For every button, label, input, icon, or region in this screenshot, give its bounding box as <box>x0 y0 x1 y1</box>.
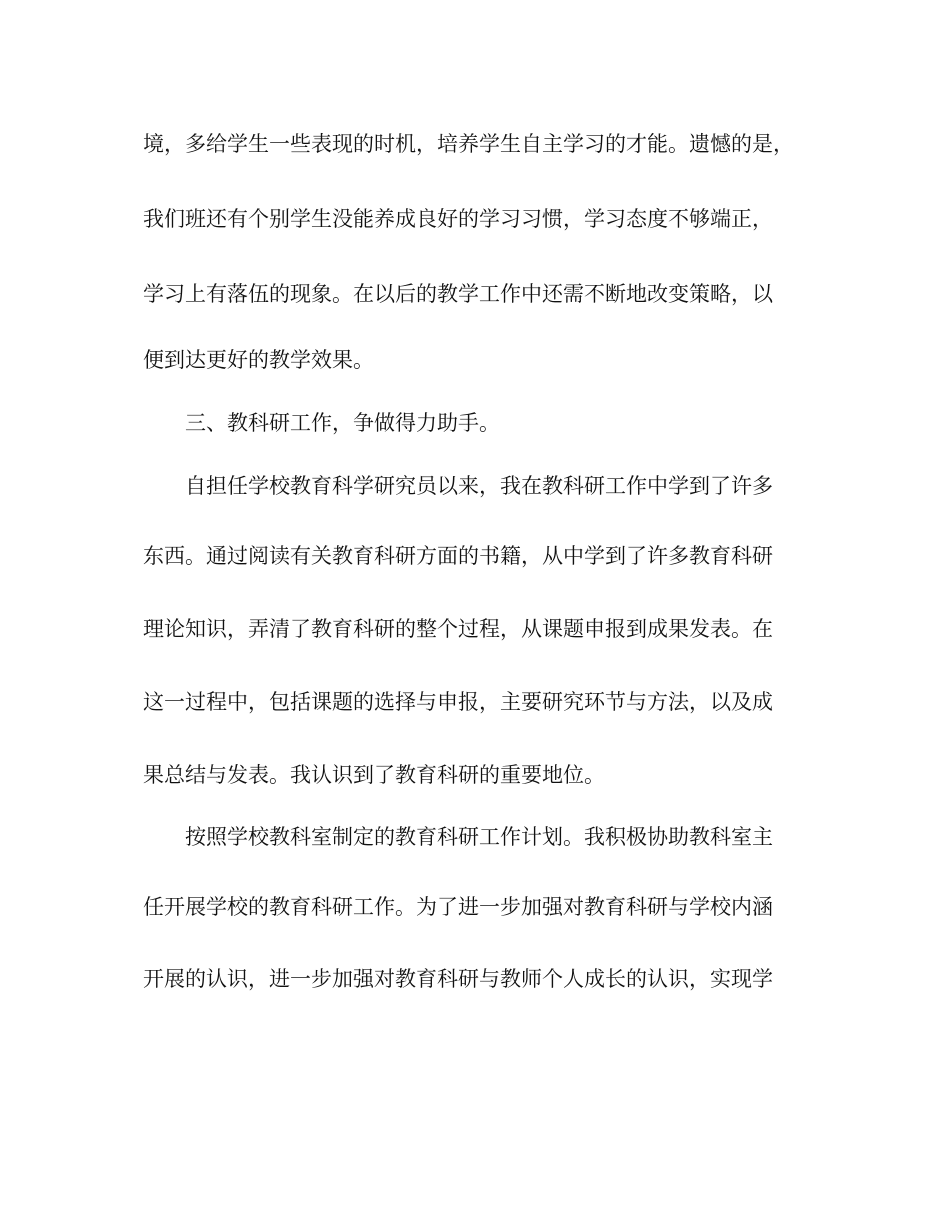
text-line: 这一过程中，包括课题的选择与申报，主要研究环节与方法，以及成 <box>143 690 773 714</box>
text-line: 理论知识，弄清了教育科研的整个过程，从课题申报到成果发表。在 <box>143 617 773 641</box>
text-line: 任开展学校的教育科研工作。为了进一步加强对教育科研与学校内涵 <box>143 895 773 919</box>
text-line: 按照学校教科室制定的教育科研工作计划。我积极协助教科室主 <box>185 825 773 849</box>
text-line: 学习上有落伍的现象。在以后的教学工作中还需不断地改变策略，以 <box>143 282 773 306</box>
section-heading: 三、教科研工作，争做得力助手。 <box>185 411 500 435</box>
text-line: 自担任学校教育科学研究员以来，我在教科研工作中学到了许多 <box>185 474 773 498</box>
text-line: 便到达更好的教学效果。 <box>143 348 374 372</box>
text-line: 果总结与发表。我认识到了教育科研的重要地位。 <box>143 763 605 787</box>
text-line: 我们班还有个别学生没能养成良好的学习习惯，学习态度不够端正， <box>143 207 773 231</box>
text-line: 开展的认识，进一步加强对教育科研与教师个人成长的认识，实现学 <box>143 967 773 991</box>
text-line: 东西。通过阅读有关教育科研方面的书籍，从中学到了许多教育科研 <box>143 544 773 568</box>
text-line: 境，多给学生一些表现的时机，培养学生自主学习的才能。遗憾的是， <box>143 132 794 156</box>
